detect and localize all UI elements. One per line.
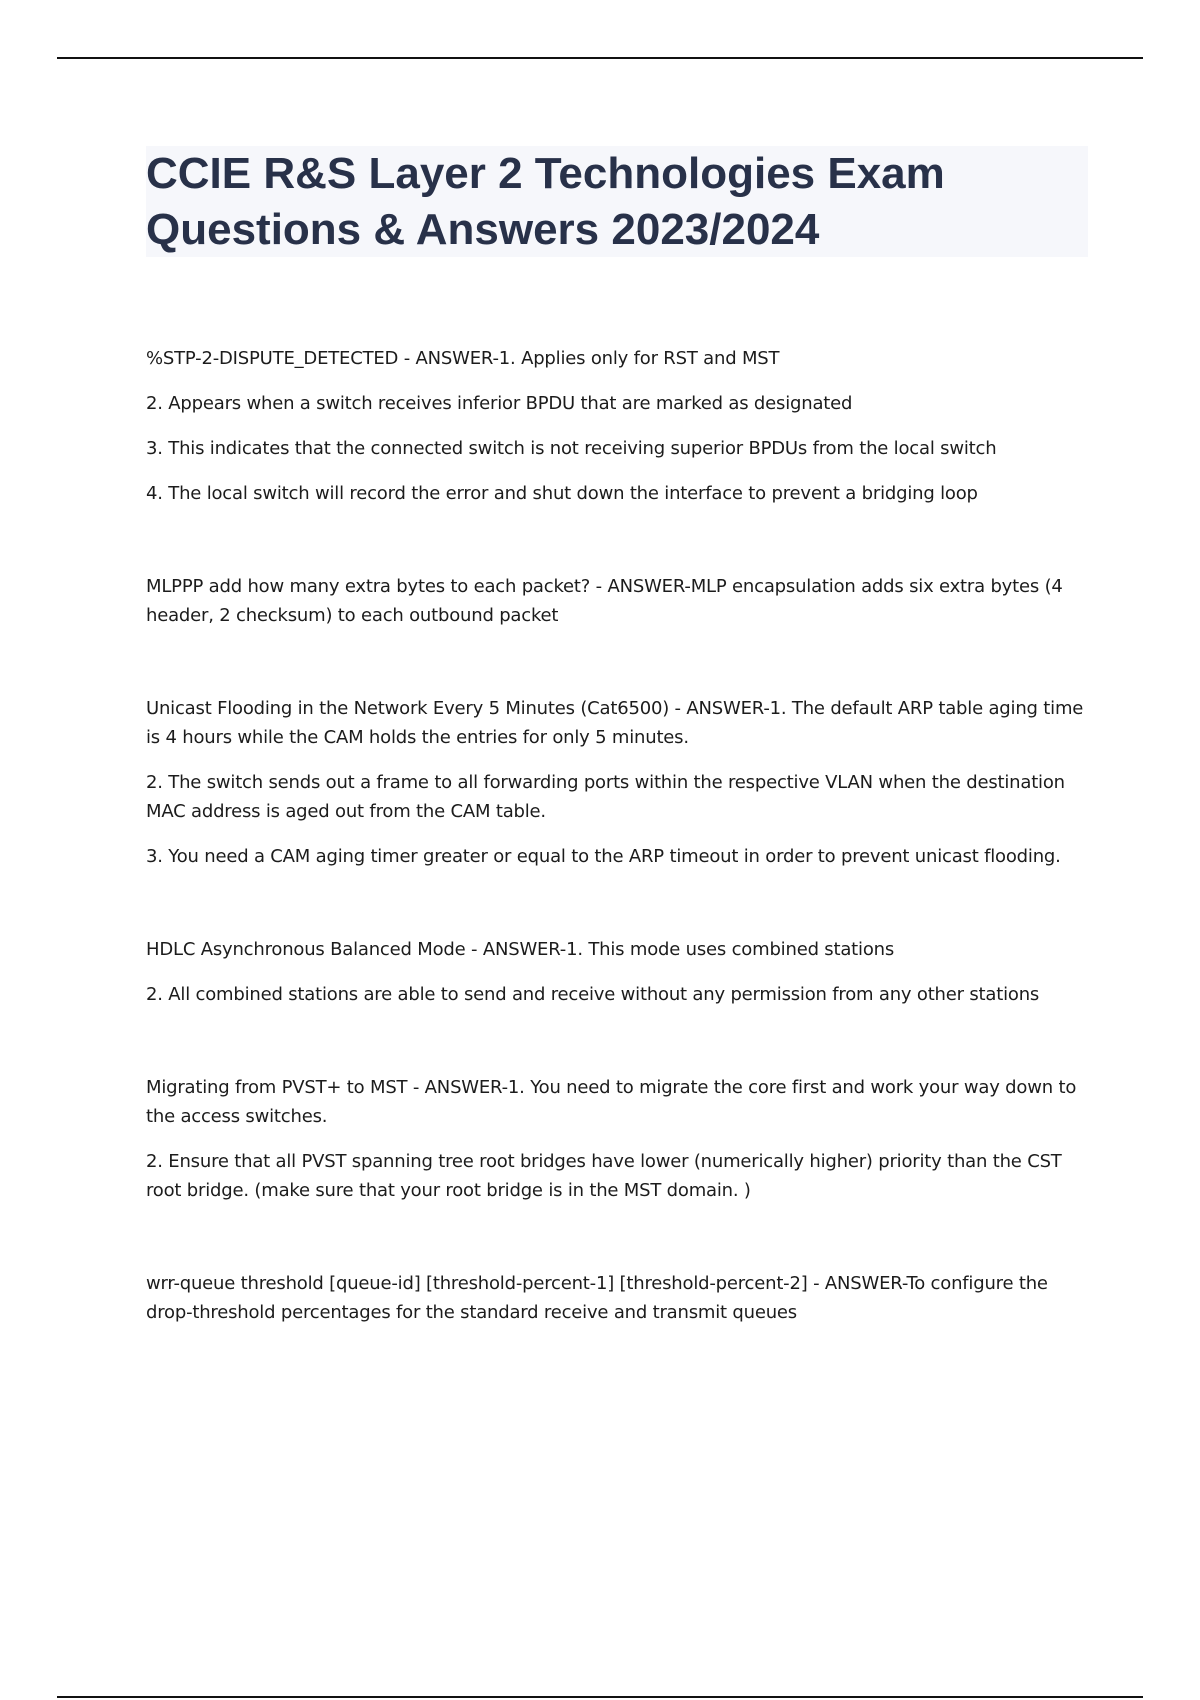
qa-line: 2. The switch sends out a frame to all forwarding ports within the respective VLAN when the destination MAC address is aged out from the CAM table. <box>146 772 1065 822</box>
qa-line: 2. All combined stations are able to send and receive without any permission from any other stations <box>146 984 1040 1005</box>
title-box <box>146 146 1088 257</box>
qa-line: 3. You need a CAM aging timer greater or equal to the ARP timeout in order to prevent unicast flooding. <box>146 846 1061 867</box>
qa-line: 4. The local switch will record the error and shut down the interface to prevent a bridging loop <box>146 483 978 504</box>
qa-item-wrr-queue <box>146 1269 1088 1327</box>
top-rule <box>57 57 1143 59</box>
qa-line: 3. This indicates that the connected switch is not receiving superior BPDUs from the local switch <box>146 438 997 459</box>
qa-item-pvst-to-mst <box>146 1073 1088 1205</box>
qa-line: HDLC Asynchronous Balanced Mode - ANSWER-1. This mode uses combined stations <box>146 939 895 960</box>
qa-item-hdlc-abm <box>146 935 1088 1009</box>
qa-item-unicast-flooding <box>146 694 1088 871</box>
qa-line: wrr-queue threshold [queue-id] [threshold-percent-1] [threshold-percent-2] - ANSWER-To configure the drop-threshold percentages for the standard receive and transmit queues <box>146 1273 1048 1323</box>
bottom-rule <box>57 1696 1143 1698</box>
qa-item-stp-dispute <box>146 344 1088 508</box>
qa-line: MLPPP add how many extra bytes to each packet? - ANSWER-MLP encapsulation adds six extra bytes (4 header, 2 checksum) to each outbound packet <box>146 576 1063 626</box>
qa-line: 2. Ensure that all PVST spanning tree root bridges have lower (numerically higher) priority than the CST root bridge. (make sure that your root bridge is in the MST domain. ) <box>146 1151 1062 1201</box>
qa-line: Migrating from PVST+ to MST - ANSWER-1. You need to migrate the core first and work your way down to the access switches. <box>146 1077 1077 1127</box>
document-title: CCIE R&S Layer 2 Technologies Exam Questions & Answers 2023/2024 <box>146 149 945 254</box>
qa-list <box>146 344 1088 1327</box>
qa-line: Unicast Flooding in the Network Every 5 Minutes (Cat6500) - ANSWER-1. The default ARP table aging time is 4 hours while the CAM holds the entries for only 5 minutes. <box>146 698 1084 748</box>
qa-item-mlppp <box>146 572 1088 630</box>
qa-line: %STP-2-DISPUTE_DETECTED - ANSWER-1. Applies only for RST and MST <box>146 348 780 369</box>
qa-line: 2. Appears when a switch receives inferior BPDU that are marked as designated <box>146 393 853 414</box>
